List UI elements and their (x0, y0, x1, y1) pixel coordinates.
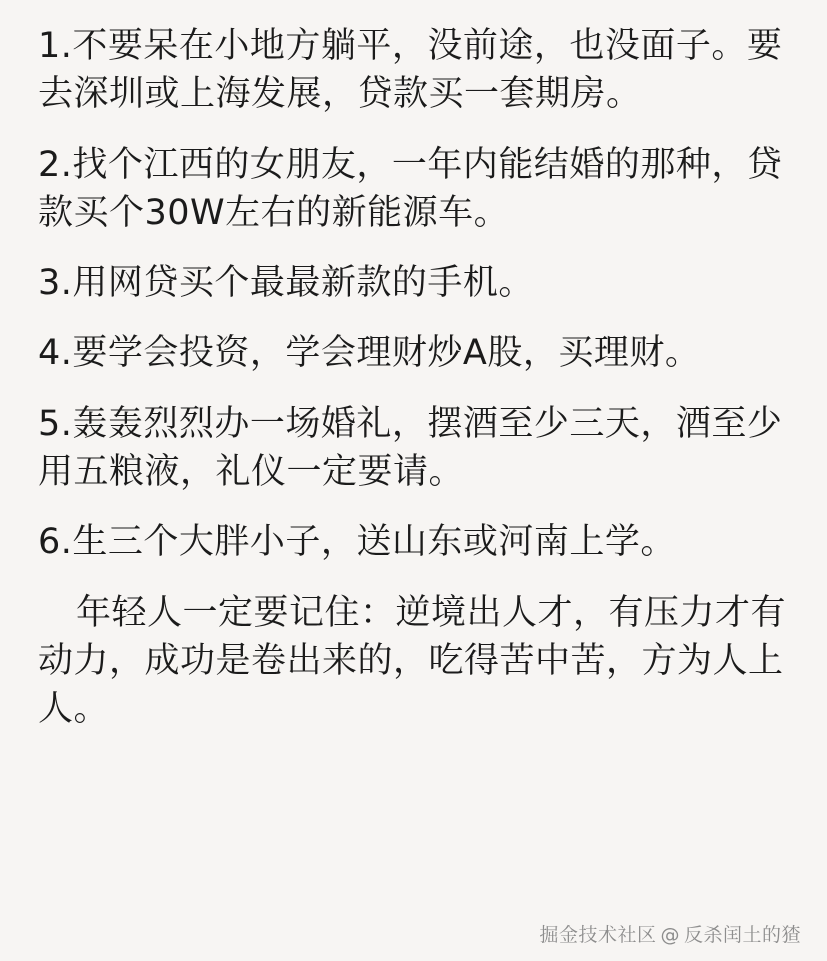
watermark (539, 920, 801, 947)
closing-paragraph: 年轻人一定要记住：逆境出人才，有压力才有动力，成功是卷出来的，吃得苦中苦，方为人上人。 (38, 592, 787, 730)
list-item-3: 3.用网贷买个最最新款的手机。 (38, 263, 534, 304)
list-item-6: 6.生三个大胖小子，送山东或河南上学。 (38, 522, 676, 563)
list-item-2: 2.找个江西的女朋友，一年内能结婚的那种，贷款买个30W左右的新能源车。 (38, 144, 783, 233)
list-item-1: 1.不要呆在小地方躺平，没前途，也没面子。要去深圳或上海发展，贷款买一套期房。 (38, 26, 783, 115)
watermark-author: 反杀闰土的猹 (683, 924, 801, 946)
list-item-4: 4.要学会投资，学会理财炒A股，买理财。 (38, 333, 701, 374)
watermark-site: 掘金技术社区 (539, 924, 657, 946)
watermark-separator: @ (660, 924, 680, 946)
list-item-5: 5.轰轰烈烈办一场婚礼，摆酒至少三天，酒至少用五粮液，礼仪一定要请。 (38, 403, 783, 493)
